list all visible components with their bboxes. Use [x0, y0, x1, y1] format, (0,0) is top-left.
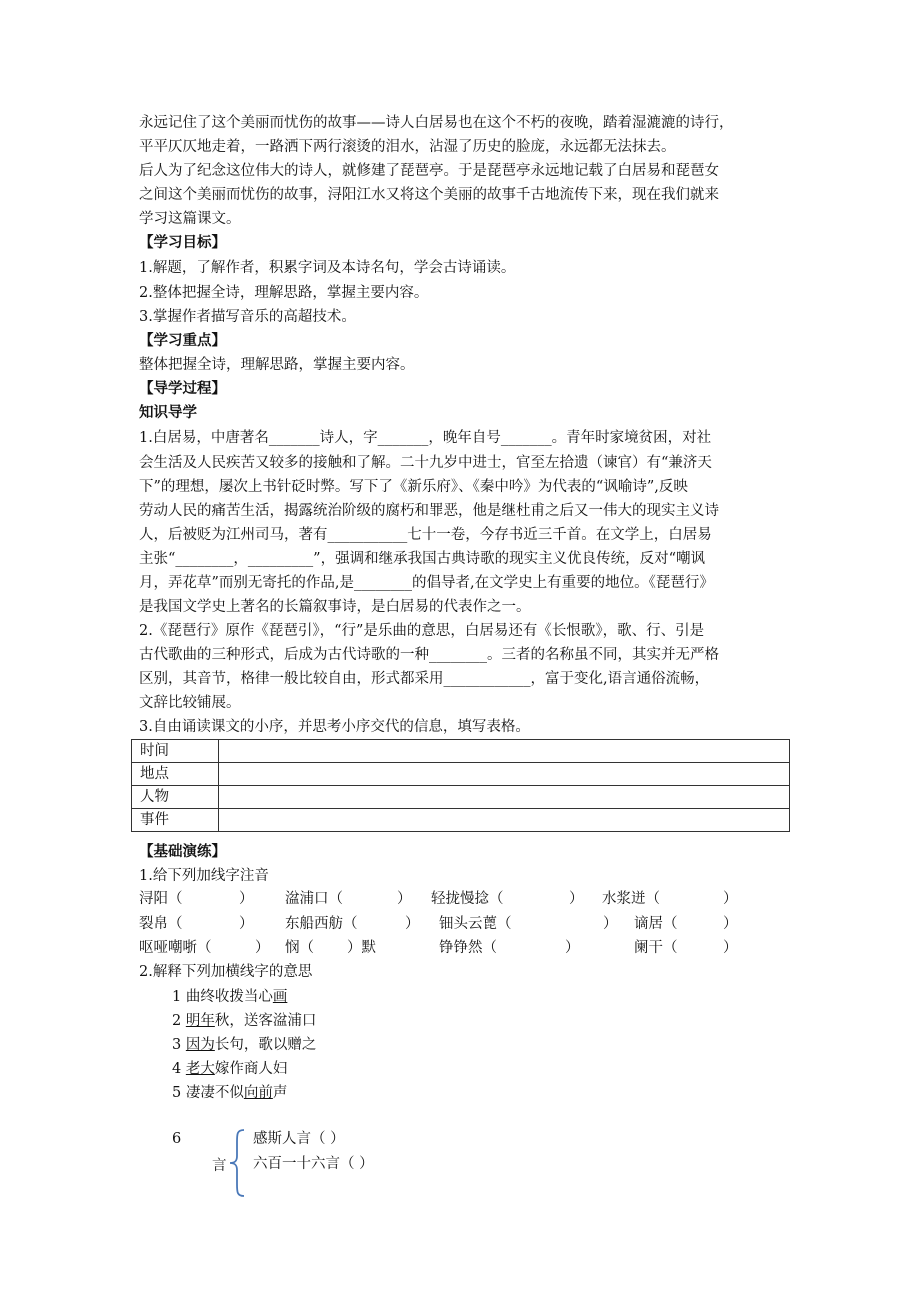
question-line: 古代歌曲的三种形式，后成为古代诗歌的一种________。三者的名称虽不同，其实并无严格 [139, 647, 719, 663]
intro-line: 平平仄仄地走着，一路洒下两行滚烫的泪水，沾湿了历史的脸庞，永远都无法抹去。 [139, 139, 676, 155]
question-line: 月，弄花草”而别无寄托的作品,是________的倡导者,在文学史上有重要的地位。《琵琶行》 [139, 575, 714, 591]
table-label: 时间 [132, 740, 219, 763]
pinyin-blank-end: ） [255, 940, 270, 956]
question-line: 2.《琵琶行》原作《琵琶引》，“行”是乐曲的意思，白居易还有《长恨歌》，歌、行、引是 [139, 623, 705, 639]
pinyin-item: 铮铮然（ [439, 940, 497, 956]
question-line: 区别，其音节，格律一般比较自由，形式都采用____________，富于变化,语言通俗流畅， [139, 671, 710, 687]
pinyin-item: 呕哑嘲哳（ [139, 940, 212, 956]
pinyin-blank-end: ） [239, 891, 254, 907]
goal-item: 1.解题，了解作者，积累字词及本诗名句，学会古诗诵读。 [139, 260, 516, 276]
item6-number: 6 [172, 1131, 182, 1147]
explain-item [172, 1057, 287, 1081]
table-row [132, 809, 790, 832]
practice-question: 1.给下列加线字注音 [139, 868, 269, 884]
table-answer-cell[interactable] [219, 786, 790, 809]
pinyin-item: 阑干（ [634, 940, 678, 956]
item6-character: 言 [212, 1158, 227, 1174]
explain-text: 声 [272, 1085, 288, 1101]
pinyin-item: 裂帛（ [139, 916, 183, 932]
question-line: 会生活及人民疾苦又较多的接触和了解。二十九岁中进士，官至左拾遗（谏官）有“兼济天 [139, 455, 712, 471]
practice-heading: 【基础演练】 [139, 844, 226, 860]
explain-text: 3 [172, 1037, 186, 1053]
practice-question: 2.解释下列加横线字的意思 [139, 964, 313, 980]
intro-line: 永远记住了这个美丽而忧伤的故事——诗人白居易也在这个不朽的夜晚，踏着湿漉漉的诗行， [139, 115, 734, 131]
underlined-word: 画 [272, 989, 288, 1005]
question-line: 是我国文学史上著名的长篇叙事诗，是白居易的代表作之一。 [139, 599, 531, 615]
pinyin-item: 水浆迸（ [602, 891, 660, 907]
question-line: 3.自由诵读课文的小序，并思考小序交代的信息，填写表格。 [139, 719, 530, 735]
intro-line: 后人为了纪念这位伟大的诗人，就修建了琵琶亭。于是琵琶亭永远地记载了白居易和琵琶女 [139, 163, 719, 179]
pinyin-item: 谪居（ [634, 916, 678, 932]
pinyin-item: 东船西舫（ [285, 916, 358, 932]
explain-item [172, 1009, 316, 1033]
pinyin-item: 湓浦口（ [285, 891, 343, 907]
explain-text: 嫁作商人妇 [214, 1061, 288, 1077]
pinyin-blank-end: ） [239, 916, 254, 932]
intro-line: 之间这个美丽而忧伤的故事，浔阳江水又将这个美丽的故事千古地流传下来，现在我们就来 [139, 187, 719, 203]
preface-info-table [131, 739, 790, 832]
goal-item: 3.掌握作者描写音乐的高超技术。 [139, 309, 356, 325]
question-line: 人，后被贬为江州司马，著有___________七十一卷，今存书近三千首。在文学上，白居易 [139, 527, 712, 543]
explain-text: 5 凄凄不似 [172, 1085, 244, 1101]
focus-heading: 【学习重点】 [139, 333, 226, 349]
table-row [132, 786, 790, 809]
pinyin-blank-end: ） [397, 891, 412, 907]
pinyin-blank-end: ） [723, 916, 738, 932]
explain-text: 1 曲终收拨当心 [172, 989, 273, 1005]
pinyin-blank-end: ） [569, 891, 584, 907]
pinyin-blank-end: ） [603, 916, 618, 932]
question-line: 1.白居易，中唐著名_______诗人，字_______，晚年自号_______。青年时家境贫困，对社 [139, 430, 712, 446]
underlined-word: 向前 [243, 1085, 273, 1101]
pinyin-blank-end: ）默 [347, 940, 376, 956]
underlined-word: 老大 [185, 1061, 215, 1077]
pinyin-item: 浔阳（ [139, 891, 183, 907]
table-answer-cell[interactable] [219, 763, 790, 786]
table-label: 地点 [132, 763, 219, 786]
explain-item [172, 985, 287, 1009]
goal-item: 2.整体把握全诗，理解思路，掌握主要内容。 [139, 285, 429, 301]
pinyin-row [139, 887, 789, 911]
table-answer-cell[interactable] [219, 740, 790, 763]
pinyin-blank-end: ） [565, 940, 580, 956]
pinyin-row [139, 936, 789, 960]
underlined-word: 因为 [185, 1037, 215, 1053]
pinyin-blank-end: ） [405, 916, 420, 932]
table-answer-cell[interactable] [219, 809, 790, 832]
focus-text: 整体把握全诗，理解思路，掌握主要内容。 [139, 357, 415, 373]
explain-text: 2 [172, 1013, 186, 1029]
pinyin-row [139, 912, 789, 936]
table-row [132, 763, 790, 786]
goals-heading: 【学习目标】 [139, 235, 226, 251]
pinyin-item: 悯（ [285, 940, 314, 956]
table-label: 人物 [132, 786, 219, 809]
pinyin-item: 轻拢慢捻（ [431, 891, 504, 907]
table-label: 事件 [132, 809, 219, 832]
explain-item [172, 1033, 316, 1057]
pinyin-blank-end: ） [723, 940, 738, 956]
curly-brace-icon [228, 1128, 246, 1198]
item6-sense-b: 六百一十六言（ ） [253, 1156, 374, 1172]
explain-text: 长句，歌以赠之 [214, 1037, 317, 1053]
question-line: 文辞比较铺展。 [139, 695, 241, 711]
underlined-word: 明年 [185, 1013, 215, 1029]
item6-sense-a: 感斯人言（ ） [253, 1131, 345, 1147]
process-subheading: 知识导学 [139, 405, 197, 421]
pinyin-blank-end: ） [723, 891, 738, 907]
table-row [132, 740, 790, 763]
question-line: 下”的理想，屡次上书针砭时弊。写下了《新乐府》、《秦中吟》为代表的“讽喻诗”,反映 [139, 479, 688, 495]
question-line: 主张“________，_________”，强调和继承我国古典诗歌的现实主义优良传统，反对“嘲讽 [139, 551, 705, 567]
question-line: 劳动人民的痛苦生活，揭露统治阶级的腐朽和罪恶，他是继杜甫之后又一伟大的现实主义诗 [139, 503, 719, 519]
process-heading: 【导学过程】 [139, 381, 226, 397]
intro-line: 学习这篇课文。 [139, 211, 241, 227]
explain-text: 秋，送客湓浦口 [214, 1013, 317, 1029]
pinyin-item: 钿头云蓖（ [439, 916, 512, 932]
explain-text: 4 [172, 1061, 186, 1077]
explain-item [172, 1081, 287, 1105]
